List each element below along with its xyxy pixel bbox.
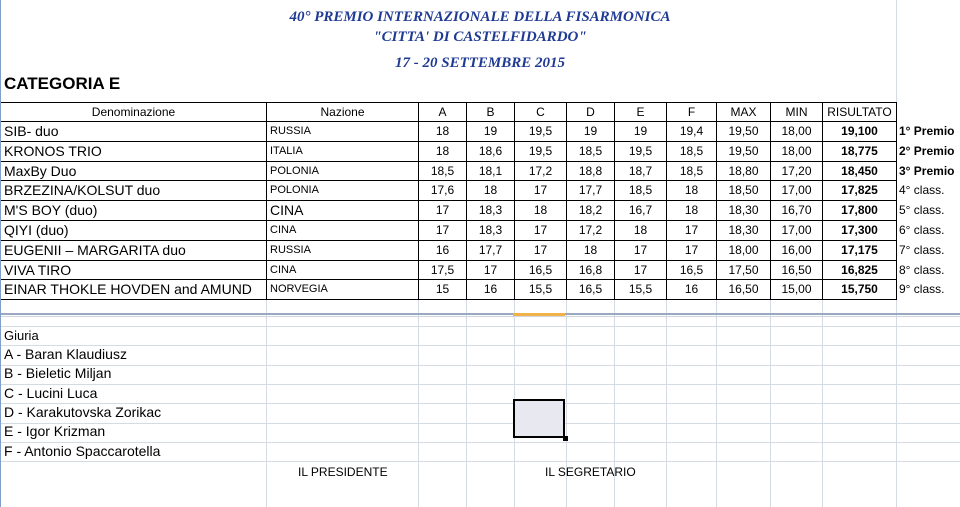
score-cell[interactable]: 18 — [418, 141, 467, 162]
nation-cell[interactable]: RUSSIA — [266, 121, 419, 142]
jury-member: C - Lucini Luca — [4, 384, 98, 401]
score-cell[interactable]: 19,5 — [514, 121, 567, 142]
result-cell[interactable]: 17,800 — [822, 200, 897, 221]
competition-title: 40° PREMIO INTERNAZIONALE DELLA FISARMONICA — [289, 9, 671, 25]
column-header[interactable]: Nazione — [266, 102, 419, 122]
score-cell[interactable]: 17,7 — [466, 240, 515, 261]
jury-member: F - Antonio Spaccarotella — [4, 442, 161, 459]
min-cell[interactable]: 17,00 — [770, 220, 823, 241]
nation-cell[interactable]: NORVEGIA — [266, 279, 419, 300]
grid-hline — [0, 423, 960, 424]
column-header[interactable]: D — [566, 102, 615, 122]
column-header[interactable]: RISULTATO — [822, 102, 897, 122]
score-cell[interactable]: 15 — [418, 279, 467, 300]
score-cell[interactable]: 16 — [666, 279, 717, 300]
max-cell[interactable]: 17,50 — [716, 260, 771, 281]
column-header[interactable]: Denominazione — [0, 102, 267, 122]
competition-dates: 17 - 20 SETTEMBRE 2015 — [394, 55, 566, 71]
placement-cell[interactable]: 4° class. — [899, 183, 945, 198]
grid-hline — [0, 326, 960, 327]
split-divider[interactable] — [0, 313, 960, 315]
score-cell[interactable]: 16,8 — [566, 260, 615, 281]
column-header[interactable]: A — [418, 102, 467, 122]
grid-hline — [0, 365, 960, 366]
ensemble-name-cell[interactable]: BRZEZINA/KOLSUT duo — [0, 180, 267, 201]
min-cell[interactable]: 15,00 — [770, 279, 823, 300]
score-cell[interactable]: 19 — [614, 121, 667, 142]
jury-member: A - Baran Klaudiusz — [4, 346, 127, 362]
score-cell[interactable]: 16,7 — [614, 200, 667, 221]
score-cell[interactable]: 17 — [418, 220, 467, 241]
score-cell[interactable]: 17 — [614, 260, 667, 281]
min-cell[interactable]: 18,00 — [770, 121, 823, 142]
min-cell[interactable]: 18,00 — [770, 141, 823, 162]
placement-cell[interactable]: 9° class. — [899, 282, 945, 297]
selected-cell[interactable] — [513, 399, 565, 438]
placement-cell[interactable]: 5° class. — [899, 203, 945, 218]
result-cell[interactable]: 17,175 — [822, 240, 897, 261]
score-cell[interactable]: 18,3 — [466, 200, 515, 221]
score-cell[interactable]: 17 — [666, 220, 717, 241]
score-cell[interactable]: 18 — [466, 180, 515, 201]
score-cell[interactable]: 15,5 — [514, 279, 567, 300]
score-cell[interactable]: 18 — [566, 240, 615, 261]
score-cell[interactable]: 19 — [566, 121, 615, 142]
competition-subtitle: "CITTA' DI CASTELFIDARDO" — [373, 29, 587, 45]
score-cell[interactable]: 18 — [418, 121, 467, 142]
nation-cell[interactable]: CINA — [266, 220, 419, 241]
min-cell[interactable]: 16,00 — [770, 240, 823, 261]
score-cell[interactable]: 17,6 — [418, 180, 467, 201]
jury-member: B - Bieletic Miljan — [4, 365, 112, 382]
max-cell[interactable]: 19,50 — [716, 121, 771, 142]
score-cell[interactable]: 16 — [466, 279, 515, 300]
score-cell[interactable]: 18,7 — [614, 161, 667, 182]
ensemble-name-cell[interactable]: MaxBy Duo — [0, 161, 267, 182]
placement-cell[interactable]: 8° class. — [899, 262, 945, 277]
score-cell[interactable]: 17 — [614, 240, 667, 261]
result-cell[interactable]: 18,450 — [822, 161, 897, 182]
category-title: CATEGORIA E — [4, 74, 121, 93]
column-header[interactable]: C — [514, 102, 567, 122]
score-cell[interactable]: 17 — [418, 200, 467, 221]
score-cell[interactable]: 17 — [514, 220, 567, 241]
score-cell[interactable]: 19,5 — [514, 141, 567, 162]
max-cell[interactable]: 18,00 — [716, 240, 771, 261]
score-cell[interactable]: 17,2 — [514, 161, 567, 182]
max-cell[interactable]: 18,50 — [716, 180, 771, 201]
score-cell[interactable]: 15,5 — [614, 279, 667, 300]
active-column-marker — [513, 313, 565, 316]
score-cell[interactable]: 17 — [666, 240, 717, 261]
score-cell[interactable]: 18,8 — [566, 161, 615, 182]
ensemble-name-cell[interactable]: SIB- duo — [0, 121, 267, 142]
placement-cell[interactable]: 3° Premio — [899, 163, 955, 178]
result-cell[interactable]: 15,750 — [822, 279, 897, 300]
placement-cell[interactable]: 1° Premio — [899, 124, 955, 138]
score-cell[interactable]: 17 — [514, 180, 567, 201]
score-cell[interactable]: 18,5 — [566, 141, 615, 162]
score-cell[interactable]: 17,7 — [566, 180, 615, 201]
score-cell[interactable]: 18,5 — [614, 180, 667, 201]
window-edge — [0, 0, 1, 507]
min-cell[interactable]: 16,50 — [770, 260, 823, 281]
jury-title: Giuria — [4, 328, 39, 343]
score-cell[interactable]: 19 — [466, 121, 515, 142]
result-cell[interactable]: 17,300 — [822, 220, 897, 241]
max-cell[interactable]: 18,30 — [716, 220, 771, 241]
result-cell[interactable]: 17,825 — [822, 180, 897, 201]
score-cell[interactable]: 18,5 — [666, 161, 717, 182]
result-cell[interactable]: 16,825 — [822, 260, 897, 281]
result-cell[interactable]: 19,100 — [822, 121, 897, 142]
nation-cell[interactable]: CINA — [266, 200, 419, 221]
nation-cell[interactable]: ITALIA — [266, 141, 419, 162]
ensemble-name-cell[interactable]: EUGENII – MARGARITA duo — [0, 240, 267, 261]
nation-cell[interactable]: POLONIA — [266, 180, 419, 201]
split-divider-shadow — [0, 316, 960, 317]
min-cell[interactable]: 17,00 — [770, 180, 823, 201]
column-header[interactable]: E — [614, 102, 667, 122]
score-cell[interactable]: 18,5 — [666, 141, 717, 162]
column-header[interactable]: MIN — [770, 102, 823, 122]
president-label: IL PRESIDENTE — [298, 465, 388, 479]
ensemble-name-cell[interactable]: VIVA TIRO — [0, 260, 267, 281]
score-cell[interactable]: 18 — [666, 200, 717, 221]
score-cell[interactable]: 18 — [514, 200, 567, 221]
score-cell[interactable]: 16,5 — [514, 260, 567, 281]
score-cell[interactable]: 18,1 — [466, 161, 515, 182]
score-cell[interactable]: 17 — [514, 240, 567, 261]
ensemble-name-cell[interactable]: M'S BOY (duo) — [0, 200, 267, 221]
score-cell[interactable]: 16 — [418, 240, 467, 261]
score-cell[interactable]: 18 — [666, 180, 717, 201]
jury-member: E - Igor Krizman — [4, 423, 106, 440]
ensemble-name-cell[interactable]: QIYI (duo) — [0, 220, 267, 241]
score-cell[interactable]: 18,5 — [418, 161, 467, 182]
placement-cell[interactable]: 2° Premio — [899, 143, 955, 158]
min-cell[interactable]: 17,20 — [770, 161, 823, 182]
secretary-label: IL SEGRETARIO — [545, 465, 636, 479]
grid-hline — [0, 461, 960, 462]
result-cell[interactable]: 18,775 — [822, 141, 897, 162]
max-cell[interactable]: 19,50 — [716, 141, 771, 162]
score-cell[interactable]: 18,2 — [566, 200, 615, 221]
nation-cell[interactable]: POLONIA — [266, 161, 419, 182]
placement-cell[interactable]: 6° class. — [899, 223, 945, 237]
nation-cell[interactable]: CINA — [266, 260, 419, 281]
column-header[interactable]: F — [666, 102, 717, 122]
placement-cell[interactable]: 7° class. — [899, 242, 945, 257]
score-cell[interactable]: 17 — [466, 260, 515, 281]
jury-member: D - Karakutovska Zorikac — [4, 403, 162, 420]
max-cell[interactable]: 18,30 — [716, 200, 771, 221]
max-cell[interactable]: 16,50 — [716, 279, 771, 300]
fill-handle[interactable] — [563, 436, 568, 441]
grid-hline — [0, 384, 960, 385]
score-cell[interactable]: 19,5 — [614, 141, 667, 162]
score-cell[interactable]: 16,5 — [666, 260, 717, 281]
grid-hline — [0, 345, 960, 346]
ensemble-name-cell[interactable]: EINAR THOKLE HOVDEN and AMUND — [0, 279, 267, 300]
max-cell[interactable]: 18,80 — [716, 161, 771, 182]
score-cell[interactable]: 17,2 — [566, 220, 615, 241]
score-cell[interactable]: 17,5 — [418, 260, 467, 281]
score-cell[interactable]: 18,6 — [466, 141, 515, 162]
min-cell[interactable]: 16,70 — [770, 200, 823, 221]
score-cell[interactable]: 16,5 — [566, 279, 615, 300]
score-cell[interactable]: 18,3 — [466, 220, 515, 241]
score-cell[interactable]: 19,4 — [666, 121, 717, 142]
nation-cell[interactable]: RUSSIA — [266, 240, 419, 261]
column-header[interactable]: MAX — [716, 102, 771, 122]
score-cell[interactable]: 18 — [614, 220, 667, 241]
ensemble-name-cell[interactable]: KRONOS TRIO — [0, 141, 267, 162]
column-header[interactable]: B — [466, 102, 515, 122]
